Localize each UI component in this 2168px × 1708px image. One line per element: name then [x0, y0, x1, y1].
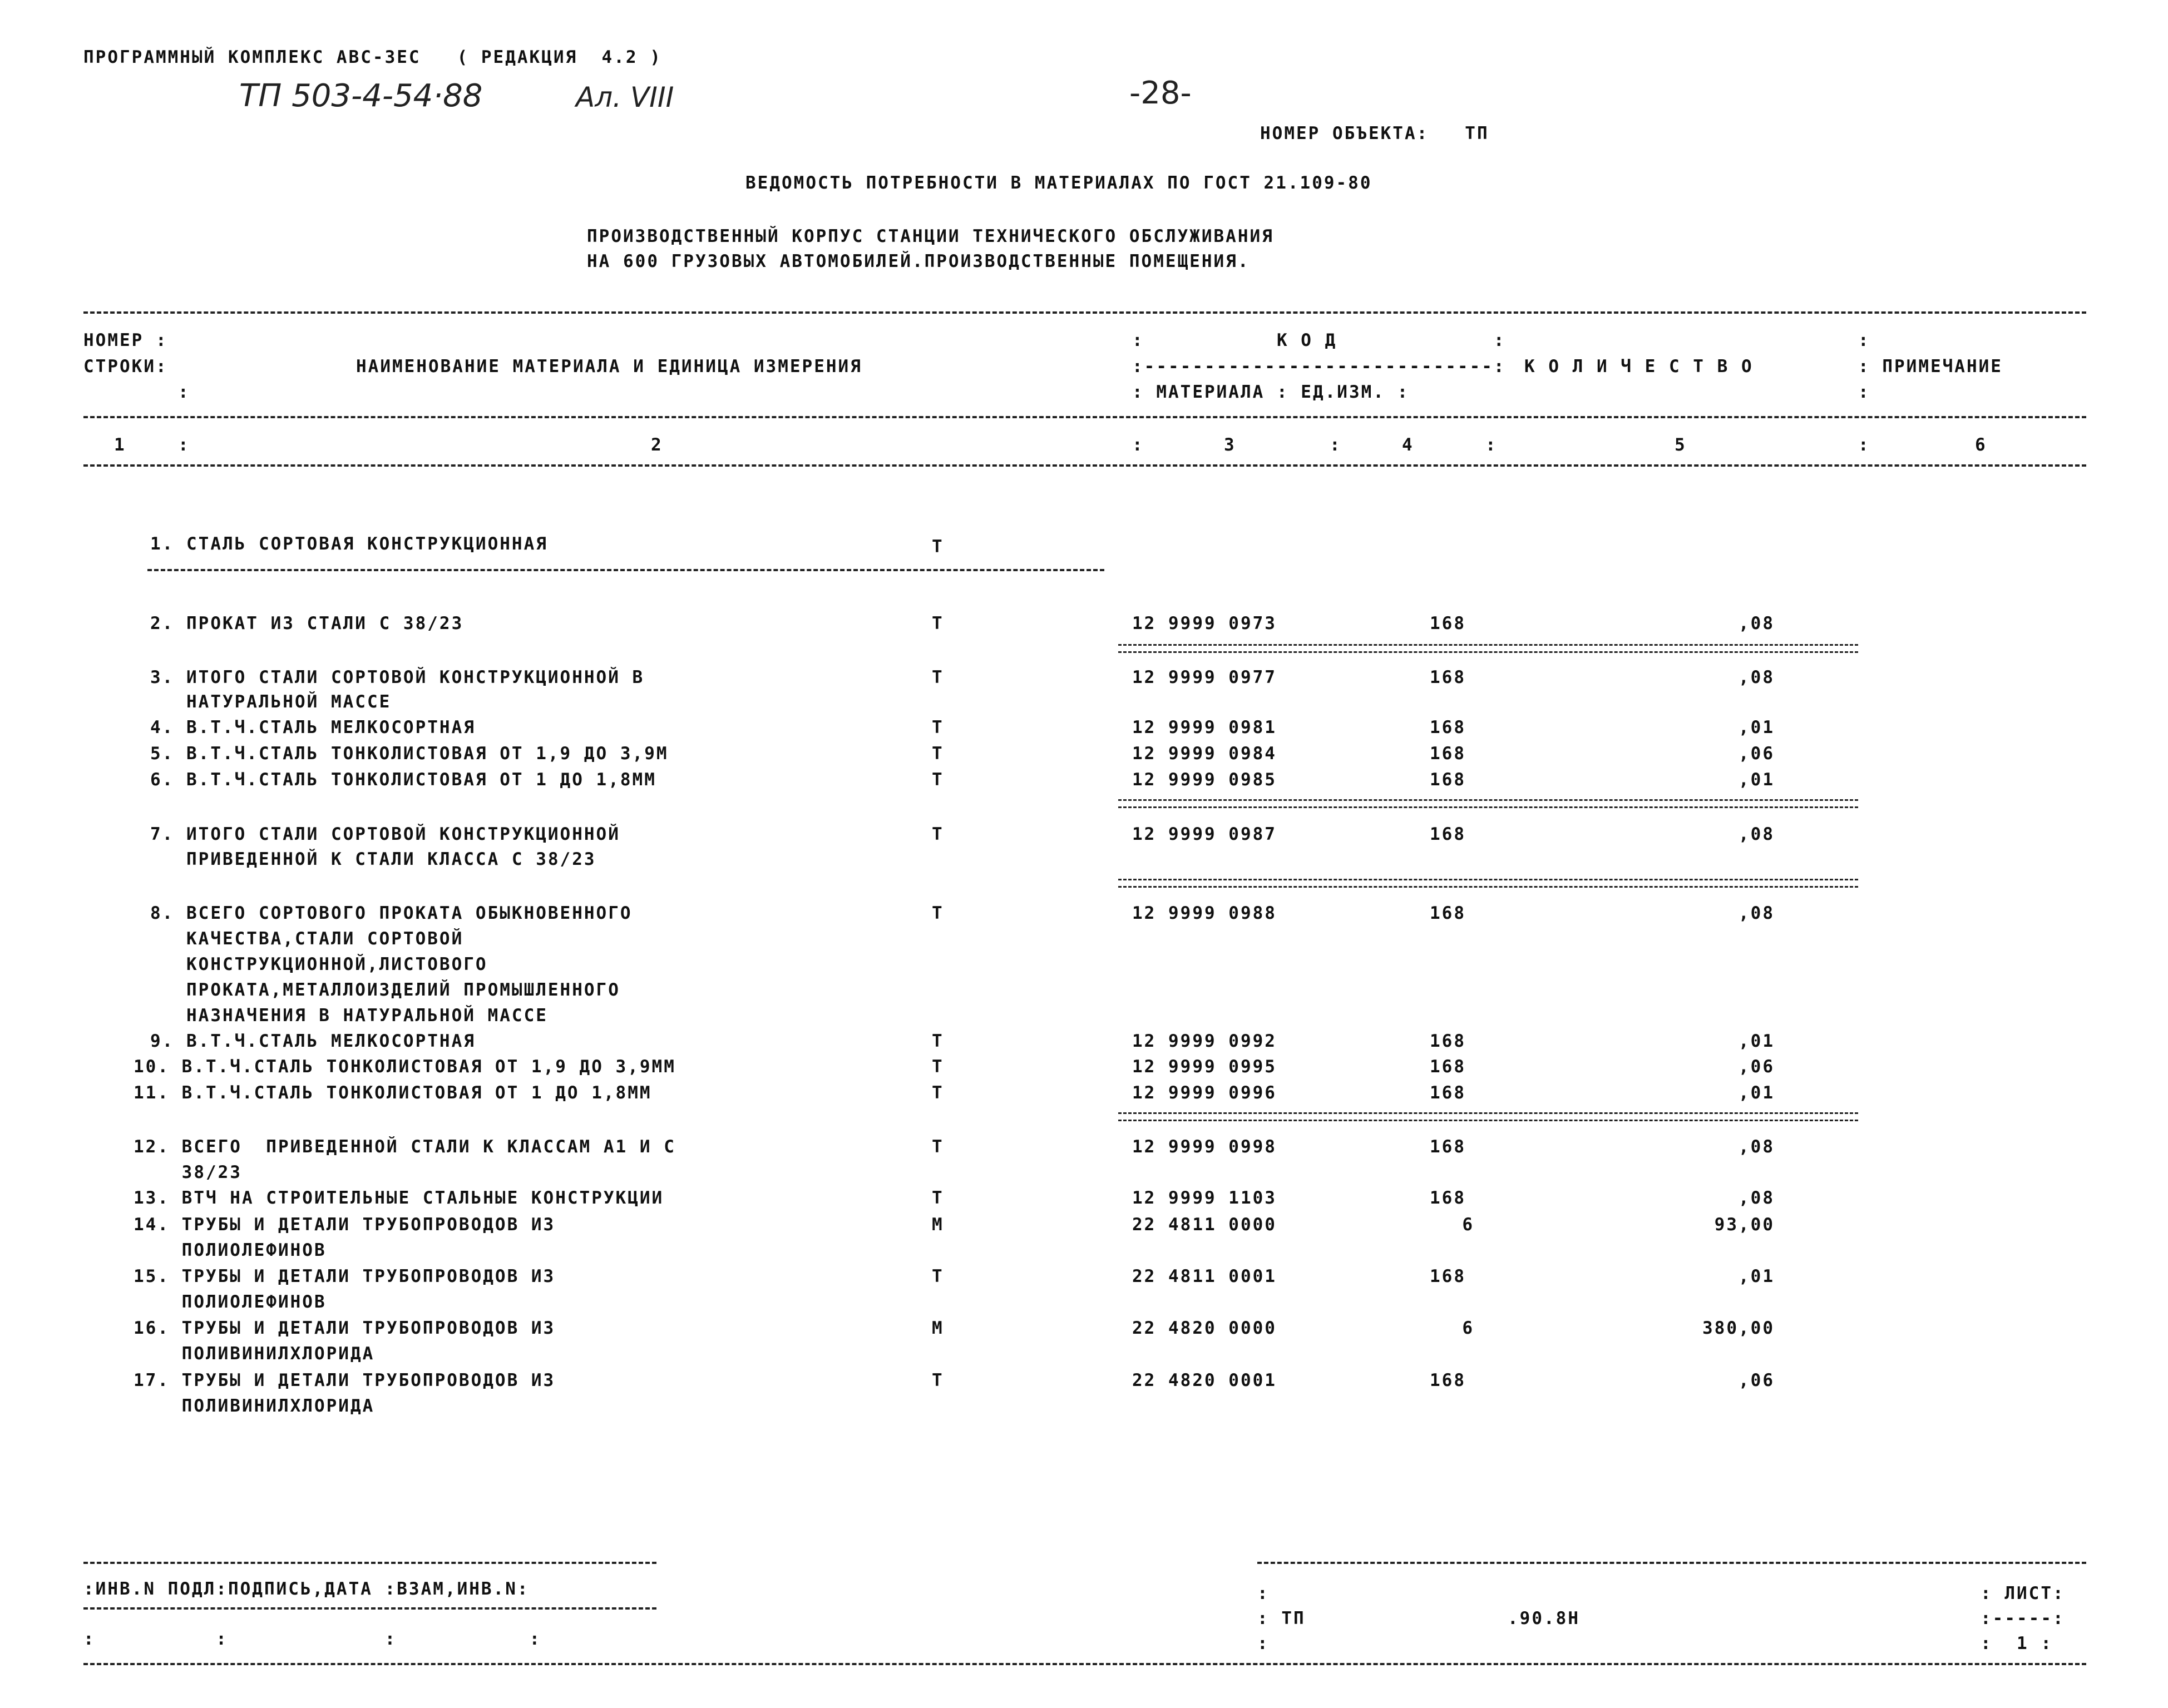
row-material-code: 12 9999 0985 — [1132, 770, 1277, 790]
row-material-code: 22 4820 0000 — [1132, 1318, 1277, 1338]
row-name: 17. ТРУБЫ И ДЕТАЛИ ТРУБОПРОВОДОВ ИЗ — [134, 1370, 556, 1390]
row-unit: Т — [932, 1031, 944, 1051]
row-unit-code: 168 — [1430, 1266, 1466, 1286]
row-name: 12. ВСЕГО ПРИВЕДЕННОЙ СТАЛИ К КЛАССАМ А1 И С — [134, 1137, 676, 1157]
row-unit: М — [932, 1318, 944, 1338]
row-unit-code: 168 — [1430, 667, 1466, 687]
row-name-cont: КОНСТРУКЦИОННОЙ,ЛИСТОВОГО — [150, 954, 488, 974]
subtotal-rule — [1118, 644, 1858, 653]
col-index-4: 4 — [1402, 435, 1414, 455]
row-name: 16. ТРУБЫ И ДЕТАЛИ ТРУБОПРОВОДОВ ИЗ — [134, 1318, 556, 1338]
doc-block-top-rule — [1257, 1562, 2086, 1564]
col-note: : ПРИМЕЧАНИЕ — [1858, 357, 2003, 377]
row-name-cont: 38/23 — [134, 1162, 242, 1182]
row-material-code: 12 9999 0998 — [1132, 1137, 1277, 1157]
row-name: 15. ТРУБЫ И ДЕТАЛИ ТРУБОПРОВОДОВ ИЗ — [134, 1266, 556, 1286]
row-unit: Т — [932, 770, 944, 790]
row-unit-code: 168 — [1430, 613, 1466, 633]
sheet-number: : 1 : — [1981, 1633, 2053, 1653]
col-index-sep: : — [1132, 435, 1144, 455]
row-material-code: 12 9999 0992 — [1132, 1031, 1277, 1051]
row-name: 11. В.Т.Ч.СТАЛЬ ТОНКОЛИСТОВАЯ ОТ 1 ДО 1,8ММ — [134, 1083, 652, 1103]
row-quantity: ,08 — [1739, 613, 1775, 633]
row-quantity: ,01 — [1739, 770, 1775, 790]
col-row-number-line3: : — [178, 382, 190, 402]
row-unit-code: 168 — [1430, 903, 1466, 923]
subtotal-rule — [1118, 879, 1858, 888]
row-unit-code: 168 — [1430, 1083, 1466, 1103]
row-unit-code: 168 — [1430, 1137, 1466, 1157]
row-unit-code: 168 — [1430, 824, 1466, 844]
row-material-code: 12 9999 1103 — [1132, 1188, 1277, 1208]
section-rule — [147, 569, 1104, 571]
row-quantity: ,08 — [1739, 824, 1775, 844]
doc-number: .90.8Н — [1508, 1608, 1580, 1628]
row-unit-code: 6 — [1462, 1318, 1474, 1338]
col-row-number-line1: НОМЕР : — [83, 330, 168, 350]
col-material-name: НАИМЕНОВАНИЕ МАТЕРИАЛА И ЕДИНИЦА ИЗМЕРЕНИЯ — [356, 357, 862, 377]
col-quantity-sep-top: : — [1858, 330, 1870, 350]
row-quantity: 93,00 — [1714, 1215, 1775, 1235]
row-quantity: ,06 — [1739, 744, 1775, 764]
row-unit: Т — [932, 1083, 944, 1103]
document-subtitle-line2: НА 600 ГРУЗОВЫХ АВТОМОБИЛЕЙ.ПРОИЗВОДСТВЕННЫЕ ПОМЕЩЕНИЯ. — [587, 251, 1250, 271]
header-mid-rule — [83, 416, 2086, 418]
row-material-code: 12 9999 0981 — [1132, 717, 1277, 737]
row-name-cont: ПРИВЕДЕННОЙ К СТАЛИ КЛАССА С 38/23 — [150, 849, 596, 869]
row-unit: Т — [932, 824, 944, 844]
row-unit-code: 168 — [1430, 770, 1466, 790]
row-unit-code: 168 — [1430, 1188, 1466, 1208]
header-bottom-rule — [83, 464, 2086, 467]
col-code-title: : К О Д : — [1132, 330, 1506, 350]
doc-block-sep: : — [1257, 1633, 1270, 1653]
table-top-rule — [83, 311, 2086, 314]
row-quantity: ,01 — [1739, 1266, 1775, 1286]
row-name: 5. В.Т.Ч.СТАЛЬ ТОНКОЛИСТОВАЯ ОТ 1,9 ДО 3,9М — [150, 744, 669, 764]
row-unit: Т — [932, 613, 944, 633]
row-quantity: ,08 — [1739, 667, 1775, 687]
row-unit: Т — [932, 717, 944, 737]
row-quantity: ,08 — [1739, 903, 1775, 923]
row-quantity: ,06 — [1739, 1370, 1775, 1390]
col-quantity: К О Л И Ч Е С Т В О — [1524, 357, 1754, 377]
col-index-6: 6 — [1975, 435, 1987, 455]
row-name: 4. В.Т.Ч.СТАЛЬ МЕЛКОСОРТНАЯ — [150, 717, 476, 737]
row-quantity: ,01 — [1739, 1031, 1775, 1051]
row-unit: М — [932, 1215, 944, 1235]
subtotal-rule — [1118, 799, 1858, 808]
row-unit: Т — [932, 537, 944, 557]
row-unit: Т — [932, 1188, 944, 1208]
page-bottom-rule — [83, 1663, 2086, 1665]
row-material-code: 22 4811 0000 — [1132, 1215, 1277, 1235]
row-unit-code: 168 — [1430, 1057, 1466, 1077]
row-unit-code: 168 — [1430, 717, 1466, 737]
row-name: 13. ВТЧ НА СТРОИТЕЛЬНЫЕ СТАЛЬНЫЕ КОНСТРУКЦИИ — [134, 1188, 664, 1208]
row-name: 14. ТРУБЫ И ДЕТАЛИ ТРУБОПРОВОДОВ ИЗ — [134, 1215, 556, 1235]
program-header: ПРОГРАММНЫЙ КОМПЛЕКС АВС-ЗЕС ( РЕДАКЦИЯ 4.2 ) — [83, 47, 662, 67]
row-name: 10. В.Т.Ч.СТАЛЬ ТОНКОЛИСТОВАЯ ОТ 1,9 ДО 3,9ММ — [134, 1057, 676, 1077]
row-name: 2. ПРОКАТ ИЗ СТАЛИ С 38/23 — [150, 613, 464, 633]
page-number: -28- — [1129, 75, 1192, 111]
document-subtitle-line1: ПРОИЗВОДСТВЕННЫЙ КОРПУС СТАНЦИИ ТЕХНИЧЕСКОГО ОБСЛУЖИВАНИЯ — [587, 226, 1274, 246]
album-handwritten: Ал. VIII — [576, 81, 674, 113]
row-unit: Т — [932, 1266, 944, 1286]
doc-code: : ТП — [1257, 1608, 1306, 1628]
row-material-code: 22 4811 0001 — [1132, 1266, 1277, 1286]
row-quantity: ,01 — [1739, 1083, 1775, 1103]
row-name: 8. ВСЕГО СОРТОВОГО ПРОКАТА ОБЫКНОВЕННОГО — [150, 903, 633, 923]
row-name-cont: КАЧЕСТВА,СТАЛИ СОРТОВОЙ — [150, 929, 464, 949]
row-name-cont: ПОЛИОЛЕФИНОВ — [134, 1240, 327, 1260]
document-title: ВЕДОМОСТЬ ПОТРЕБНОСТИ В МАТЕРИАЛАХ ПО ГОСТ 21.109-80 — [745, 173, 1372, 193]
col-index-sep: : — [178, 435, 190, 455]
row-unit-code: 168 — [1430, 1031, 1466, 1051]
doc-block-sep: : — [1257, 1583, 1270, 1603]
row-name: 6. В.Т.Ч.СТАЛЬ ТОНКОЛИСТОВАЯ ОТ 1 ДО 1,8ММ — [150, 770, 656, 790]
row-name: 1. СТАЛЬ СОРТОВАЯ КОНСТРУКЦИОННАЯ — [150, 534, 548, 554]
row-name: 9. В.Т.Ч.СТАЛЬ МЕЛКОСОРТНАЯ — [150, 1031, 476, 1051]
row-quantity: ,08 — [1739, 1188, 1775, 1208]
row-material-code: 12 9999 0988 — [1132, 903, 1277, 923]
row-material-code: 12 9999 0996 — [1132, 1083, 1277, 1103]
row-name: 7. ИТОГО СТАЛИ СОРТОВОЙ КОНСТРУКЦИОННОЙ — [150, 824, 620, 844]
row-material-code: 22 4820 0001 — [1132, 1370, 1277, 1390]
stamp-mid-rule — [83, 1607, 656, 1610]
row-material-code: 12 9999 0984 — [1132, 744, 1277, 764]
col-row-number-line2: СТРОКИ: — [83, 357, 168, 377]
row-unit: Т — [932, 1370, 944, 1390]
row-unit-code: 168 — [1430, 1370, 1466, 1390]
subtotal-rule — [1118, 1112, 1858, 1121]
row-material-code: 12 9999 0973 — [1132, 613, 1277, 633]
row-unit-code: 168 — [1430, 744, 1466, 764]
row-unit: Т — [932, 1057, 944, 1077]
col-quantity-sep-bottom: : — [1858, 382, 1870, 402]
stamp-cells: : : : : — [83, 1629, 542, 1649]
sheet-label: : ЛИСТ: — [1981, 1583, 2065, 1603]
row-name-cont: ПОЛИВИНИЛХЛОРИДА — [134, 1344, 375, 1364]
stamp-top-rule — [83, 1562, 656, 1564]
col-index-5: 5 — [1675, 435, 1687, 455]
row-material-code: 12 9999 0977 — [1132, 667, 1277, 687]
object-number-label: НОМЕР ОБЪЕКТА: ТП — [1260, 123, 1489, 143]
row-name: 3. ИТОГО СТАЛИ СОРТОВОЙ КОНСТРУКЦИОННОЙ В — [150, 667, 645, 687]
row-unit: Т — [932, 744, 944, 764]
col-index-sep: : — [1485, 435, 1498, 455]
project-code-handwritten: ТП 503-4-54·88 — [239, 78, 483, 114]
col-index-3: 3 — [1224, 435, 1236, 455]
col-index-sep: : — [1858, 435, 1870, 455]
col-code-divider: :-----------------------------: — [1132, 357, 1506, 377]
col-index-1: 1 — [114, 435, 126, 455]
row-quantity: ,08 — [1739, 1137, 1775, 1157]
row-quantity: ,01 — [1739, 717, 1775, 737]
row-name-cont: НАТУРАЛЬНОЙ МАССЕ — [150, 692, 392, 712]
sheet-divider: :-----: — [1981, 1608, 2065, 1628]
row-material-code: 12 9999 0987 — [1132, 824, 1277, 844]
row-unit-code: 6 — [1462, 1215, 1474, 1235]
row-name-cont: ПОЛИОЛЕФИНОВ — [134, 1292, 327, 1312]
col-index-sep: : — [1330, 435, 1342, 455]
row-unit: Т — [932, 1137, 944, 1157]
stamp-header: :ИНВ.N ПОДЛ:ПОДПИСЬ,ДАТА :ВЗАМ,ИНВ.N: — [83, 1579, 530, 1599]
row-quantity: ,06 — [1739, 1057, 1775, 1077]
row-unit: Т — [932, 667, 944, 687]
row-name-cont: НАЗНАЧЕНИЯ В НАТУРАЛЬНОЙ МАССЕ — [150, 1006, 548, 1026]
row-material-code: 12 9999 0995 — [1132, 1057, 1277, 1077]
col-code-subheaders: : МАТЕРИАЛА : ЕД.ИЗМ. : — [1132, 382, 1410, 402]
row-name-cont: ПРОКАТА,МЕТАЛЛОИЗДЕЛИЙ ПРОМЫШЛЕННОГО — [150, 980, 620, 1000]
row-name-cont: ПОЛИВИНИЛХЛОРИДА — [134, 1396, 375, 1416]
row-quantity: 380,00 — [1702, 1318, 1775, 1338]
col-index-2: 2 — [651, 435, 663, 455]
row-unit: Т — [932, 903, 944, 923]
